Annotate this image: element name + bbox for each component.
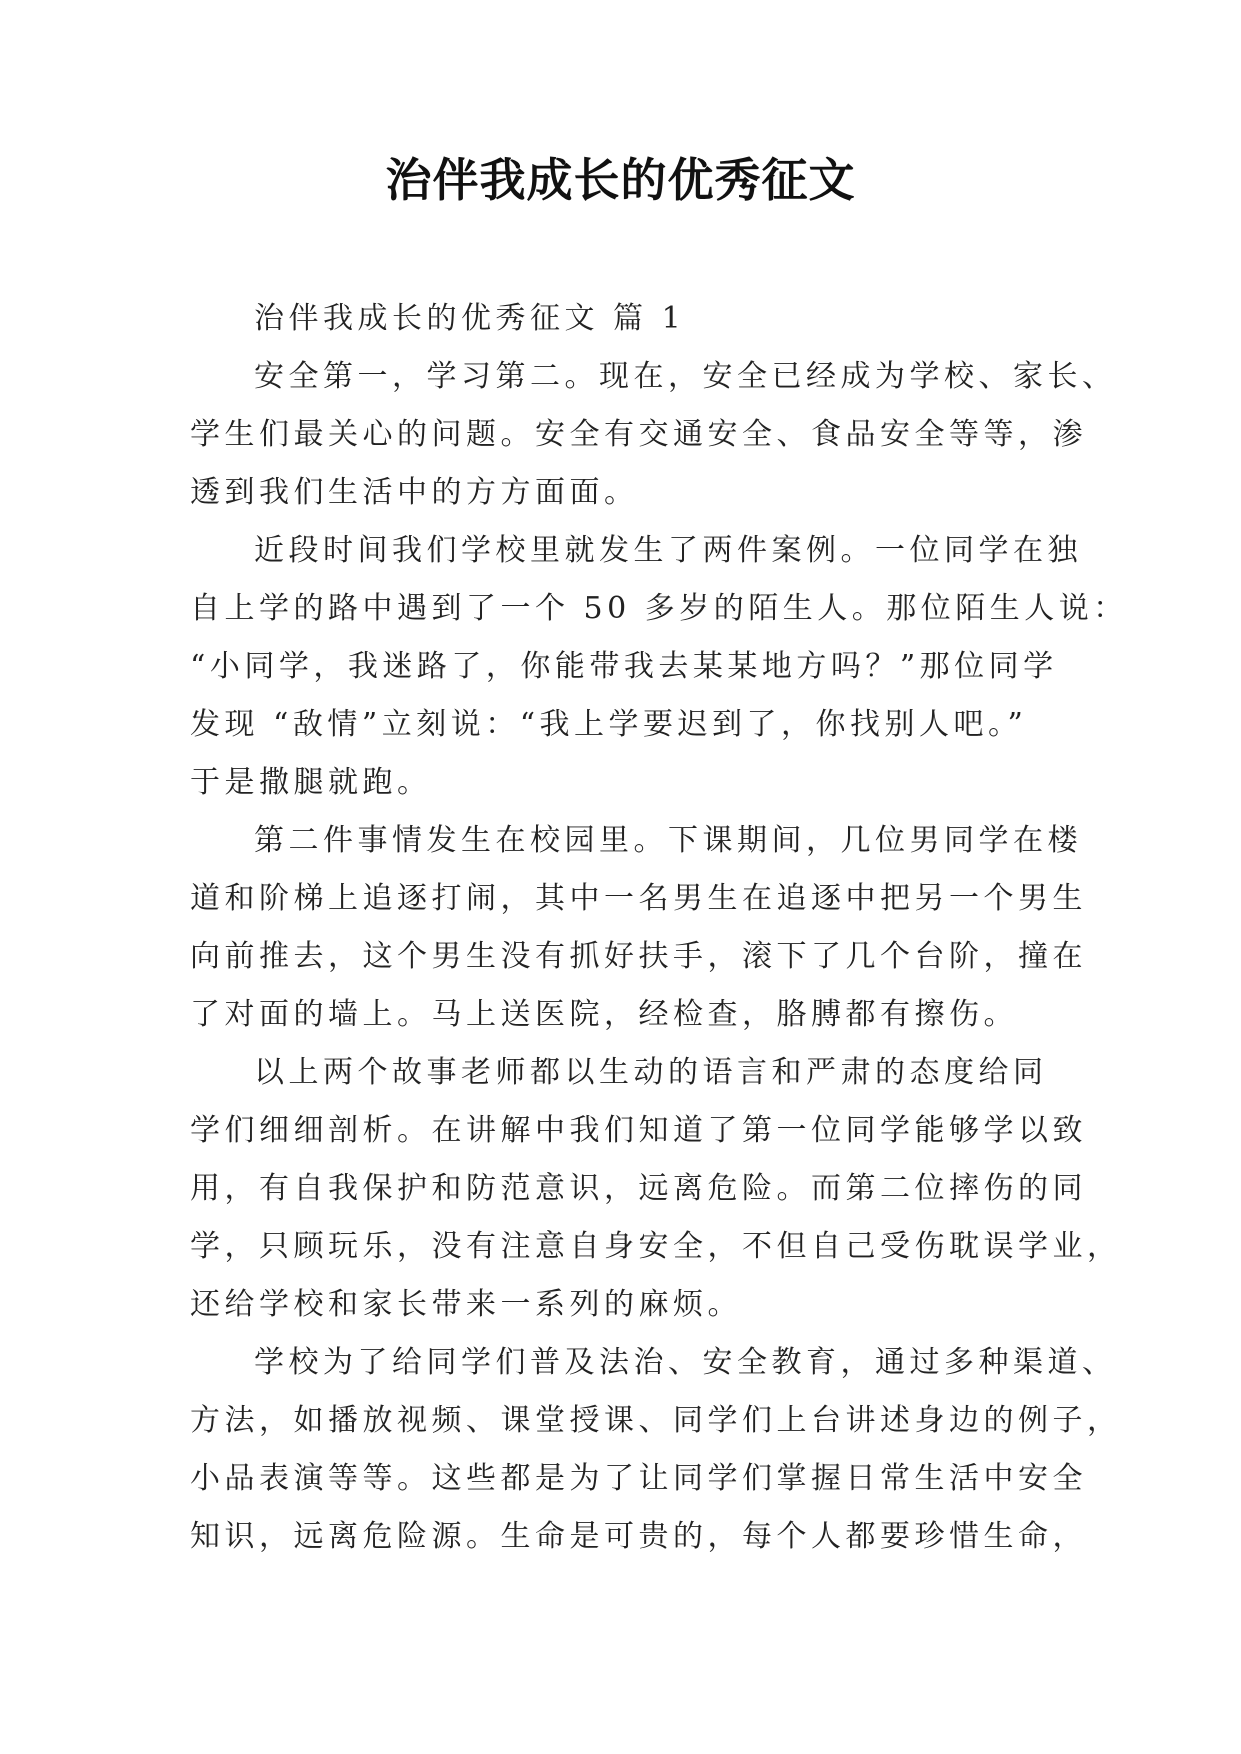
document-title: 治伴我成长的优秀征文	[385, 153, 856, 207]
paragraph-line: 方法，如播放视频、课堂授课、同学们上台讲述身边的例子，	[190, 1403, 1122, 1438]
paragraph-line: 向前推去，这个男生没有抓好扶手，滚下了几个台阶，撞在	[190, 939, 1087, 974]
paragraph-line: 用，有自我保护和防范意识，远离危险。而第二位摔伤的同	[190, 1171, 1087, 1206]
section-heading: 治伴我成长的优秀征文 篇 1	[254, 301, 686, 336]
paragraph-line: 于是撒腿就跑。	[190, 765, 432, 800]
paragraph-line: 小品表演等等。这些都是为了让同学们掌握日常生活中安全	[190, 1461, 1087, 1496]
paragraph-line: 第二件事情发生在校园里。下课期间，几位男同学在楼	[254, 823, 1082, 858]
paragraph-line: 还给学校和家长带来一系列的麻烦。	[190, 1287, 742, 1322]
paragraph-line: 透到我们生活中的方方面面。	[190, 475, 639, 510]
paragraph-line: 道和阶梯上追逐打闹，其中一名男生在追逐中把另一个男生	[190, 881, 1087, 916]
paragraph-line: 安全第一，学习第二。现在，安全已经成为学校、家长、	[254, 359, 1117, 394]
document-body	[190, 290, 1128, 1566]
paragraph-line: 知识，远离危险源。生命是可贵的，每个人都要珍惜生命，	[190, 1519, 1087, 1554]
paragraph-line: 学们细细剖析。在讲解中我们知道了第一位同学能够学以致	[190, 1113, 1087, 1148]
paragraph-line: 学，只顾玩乐，没有注意自身安全，不但自己受伤耽误学业，	[190, 1229, 1122, 1264]
paragraph-line: 近段时间我们学校里就发生了两件案例。一位同学在独	[254, 533, 1082, 568]
paragraph-line: 发现 “敌情”立刻说：“我上学要迟到了，你找别人吧。”	[190, 707, 1028, 742]
paragraph-line: “小同学，我迷路了，你能带我去某某地方吗？”那位同学	[190, 649, 1058, 684]
paragraph-line: 以上两个故事老师都以生动的语言和严肃的态度给同	[254, 1055, 1048, 1090]
paragraph-line: 学校为了给同学们普及法治、安全教育，通过多种渠道、	[254, 1345, 1117, 1380]
paragraph-line: 了对面的墙上。马上送医院，经检查，胳膊都有擦伤。	[190, 997, 1018, 1032]
paragraph-line: 自上学的路中遇到了一个 50 多岁的陌生人。那位陌生人说：	[190, 591, 1128, 626]
paragraph-line: 学生们最关心的问题。安全有交通安全、食品安全等等，渗	[190, 417, 1087, 452]
